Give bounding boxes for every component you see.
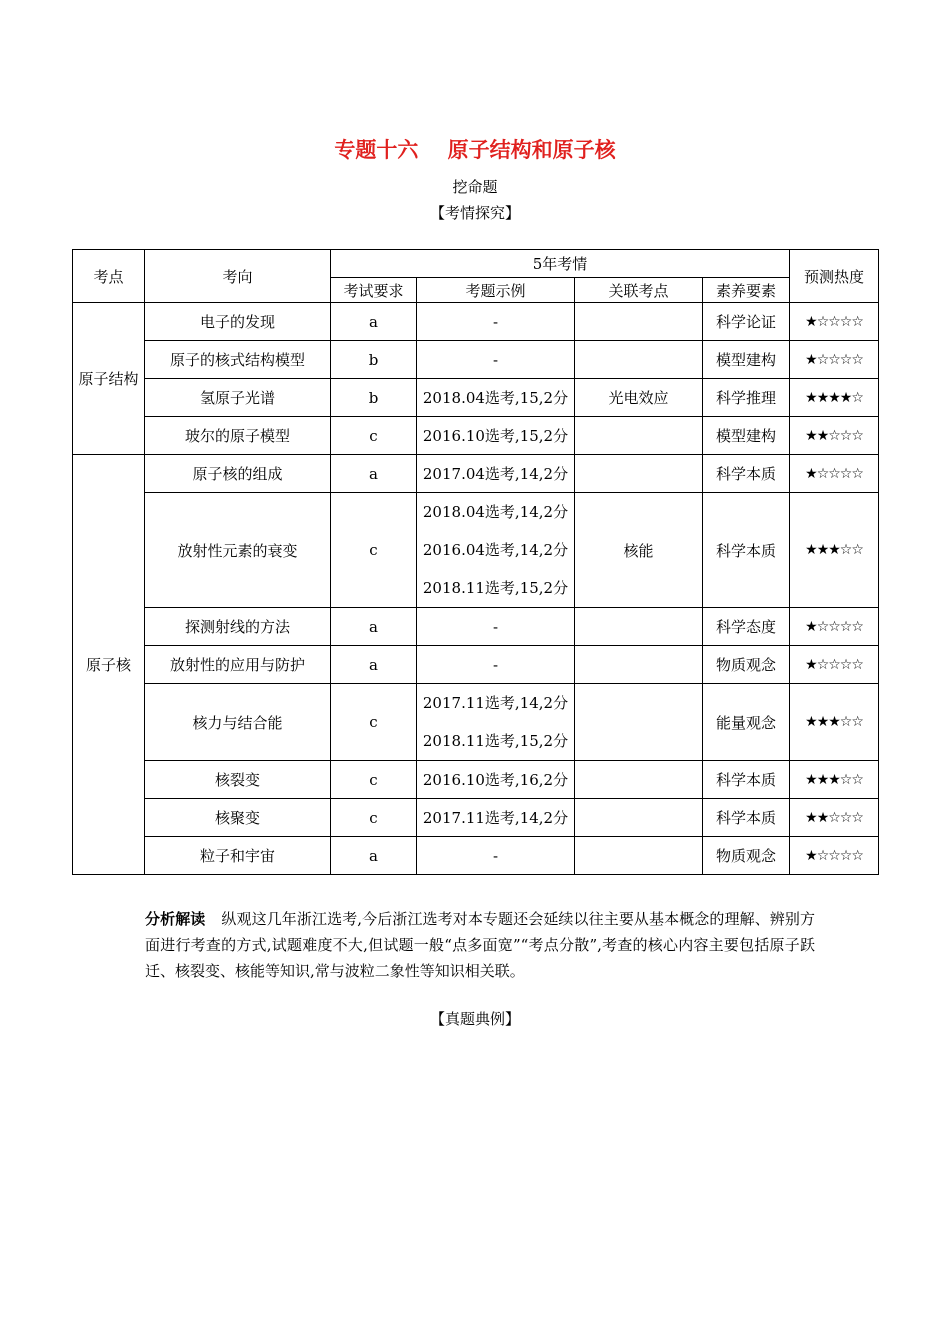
topic-cell: 原子核的组成 xyxy=(145,455,331,493)
example-entry: - xyxy=(492,846,499,865)
table-row xyxy=(73,684,879,761)
requirement-cell: c xyxy=(331,799,417,837)
literacy-cell: 科学推理 xyxy=(703,379,790,417)
example-entry: - xyxy=(492,312,499,331)
example-entry: 2017.11选考,14,2分 xyxy=(422,809,569,827)
table-row xyxy=(73,646,879,684)
page-title: 专题十六 原子结构和原子核 xyxy=(334,138,616,162)
example-entry: 2018.04选考,14,2分 xyxy=(422,503,569,521)
header-kaodian: 考点 xyxy=(73,250,145,303)
section-heading-exam-analysis: 【考情探究】 xyxy=(429,204,520,222)
example-entry: 2018.11选考,15,2分 xyxy=(422,579,569,597)
examples-cell xyxy=(417,799,575,837)
analysis-text: 纵观这几年浙江选考,今后浙江选考对本专题还会延续以往主要从基本概念的理解、辨别方面进行考查的方式,试题难度不大,但试题一般“点多面宽”“考点分散”,考查的核心内容主要包括原子跃迁、核裂变、核能等知识,常与波粒二象性等知识相关联。 xyxy=(145,910,815,980)
literacy-cell: 科学态度 xyxy=(703,608,790,646)
examples-cell xyxy=(417,646,575,684)
heat-stars: ★☆☆☆☆ xyxy=(790,837,879,875)
literacy-cell: 物质观念 xyxy=(703,646,790,684)
examples-cell xyxy=(417,608,575,646)
header-five-year: 5年考情 xyxy=(331,250,790,278)
example-entry: 2017.11选考,14,2分 xyxy=(422,694,569,712)
section-heading-real-examples: 【真题典例】 xyxy=(429,1010,520,1028)
literacy-cell: 能量观念 xyxy=(703,684,790,761)
heat-stars: ★☆☆☆☆ xyxy=(790,455,879,493)
group-cell: 原子核 xyxy=(73,455,145,875)
example-entry: 2016.10选考,16,2分 xyxy=(422,771,569,789)
related-cell xyxy=(575,303,703,341)
heat-stars: ★★★☆☆ xyxy=(790,493,879,608)
examples-cell xyxy=(417,837,575,875)
examples-cell xyxy=(417,455,575,493)
requirement-cell: c xyxy=(331,493,417,608)
examples-cell xyxy=(417,493,575,608)
group-cell: 原子结构 xyxy=(73,303,145,455)
topic-cell: 粒子和宇宙 xyxy=(145,837,331,875)
header-kaoxiang: 考向 xyxy=(145,250,331,303)
examples-cell xyxy=(417,761,575,799)
heat-stars: ★☆☆☆☆ xyxy=(790,341,879,379)
subtitle: 挖命题 xyxy=(452,178,498,196)
requirement-cell: c xyxy=(331,417,417,455)
topic-cell: 原子的核式结构模型 xyxy=(145,341,331,379)
related-cell xyxy=(575,761,703,799)
literacy-cell: 模型建构 xyxy=(703,417,790,455)
topic-cell: 放射性元素的衰变 xyxy=(145,493,331,608)
topic-cell: 氢原子光谱 xyxy=(145,379,331,417)
literacy-cell: 科学论证 xyxy=(703,303,790,341)
requirement-cell: c xyxy=(331,684,417,761)
example-entry: 2018.04选考,15,2分 xyxy=(422,389,569,407)
requirement-cell: a xyxy=(331,646,417,684)
requirement-cell: a xyxy=(331,303,417,341)
table-row xyxy=(73,417,879,455)
example-entry: 2017.04选考,14,2分 xyxy=(422,465,569,483)
heat-stars: ★★★☆☆ xyxy=(790,684,879,761)
related-cell xyxy=(575,341,703,379)
examples-cell xyxy=(417,379,575,417)
related-cell xyxy=(575,608,703,646)
heat-stars: ★☆☆☆☆ xyxy=(790,303,879,341)
requirement-cell: a xyxy=(331,455,417,493)
related-cell xyxy=(575,455,703,493)
table-row xyxy=(73,493,879,608)
requirement-cell: c xyxy=(331,761,417,799)
table-row xyxy=(73,341,879,379)
table-row xyxy=(73,799,879,837)
related-cell: 核能 xyxy=(575,493,703,608)
header-heat: 预测热度 xyxy=(790,250,879,303)
literacy-cell: 科学本质 xyxy=(703,455,790,493)
heat-stars: ★★★☆☆ xyxy=(790,761,879,799)
table-row xyxy=(73,761,879,799)
literacy-cell: 科学本质 xyxy=(703,799,790,837)
example-entry: 2016.04选考,14,2分 xyxy=(422,541,569,559)
heat-stars: ★☆☆☆☆ xyxy=(790,608,879,646)
heat-stars: ★★★★☆ xyxy=(790,379,879,417)
topic-cell: 电子的发现 xyxy=(145,303,331,341)
example-entry: - xyxy=(492,617,499,636)
related-cell xyxy=(575,646,703,684)
examples-cell xyxy=(417,303,575,341)
table-row xyxy=(73,455,879,493)
example-entry: 2016.10选考,15,2分 xyxy=(422,427,569,445)
analysis-paragraph xyxy=(145,906,815,984)
topic-cell: 核裂变 xyxy=(145,761,331,799)
examples-cell xyxy=(417,341,575,379)
requirement-cell: a xyxy=(331,608,417,646)
topic-cell: 核聚变 xyxy=(145,799,331,837)
requirement-cell: b xyxy=(331,341,417,379)
related-cell xyxy=(575,417,703,455)
requirement-cell: b xyxy=(331,379,417,417)
literacy-cell: 科学本质 xyxy=(703,761,790,799)
table-row xyxy=(73,303,879,341)
example-entry: - xyxy=(492,655,499,674)
examples-cell xyxy=(417,417,575,455)
heat-stars: ★★☆☆☆ xyxy=(790,417,879,455)
related-cell xyxy=(575,837,703,875)
topic-cell: 探测射线的方法 xyxy=(145,608,331,646)
analysis-label: 分析解读 xyxy=(145,910,206,928)
heat-stars: ★☆☆☆☆ xyxy=(790,646,879,684)
related-cell: 光电效应 xyxy=(575,379,703,417)
requirement-cell: a xyxy=(331,837,417,875)
heat-stars: ★★☆☆☆ xyxy=(790,799,879,837)
topic-cell: 放射性的应用与防护 xyxy=(145,646,331,684)
table-row xyxy=(73,608,879,646)
header-related: 关联考点 xyxy=(575,278,703,303)
table-row xyxy=(73,379,879,417)
exam-table xyxy=(72,249,879,875)
example-entry: 2018.11选考,15,2分 xyxy=(422,732,569,750)
related-cell xyxy=(575,684,703,761)
table-row xyxy=(73,837,879,875)
header-examples: 考题示例 xyxy=(417,278,575,303)
literacy-cell: 物质观念 xyxy=(703,837,790,875)
literacy-cell: 模型建构 xyxy=(703,341,790,379)
example-entry: - xyxy=(492,350,499,369)
topic-cell: 核力与结合能 xyxy=(145,684,331,761)
header-literacy: 素养要素 xyxy=(703,278,790,303)
topic-cell: 玻尔的原子模型 xyxy=(145,417,331,455)
literacy-cell: 科学本质 xyxy=(703,493,790,608)
examples-cell xyxy=(417,684,575,761)
header-requirement: 考试要求 xyxy=(331,278,417,303)
related-cell xyxy=(575,799,703,837)
